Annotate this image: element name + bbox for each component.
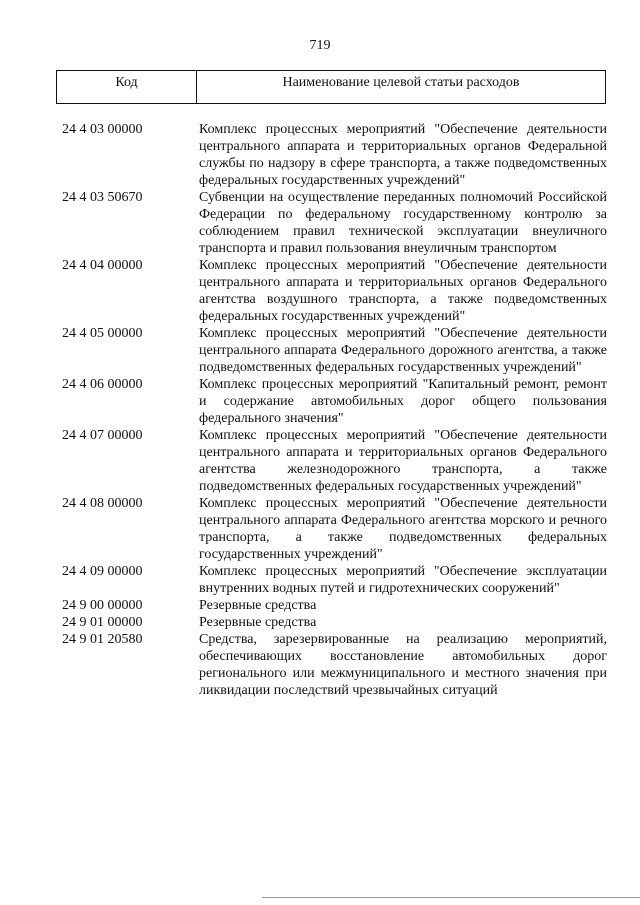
- entry-text: Резервные средства: [199, 615, 317, 630]
- entry-text: Комплекс процессных мероприятий "Обеспечение деятельности центрального аппарата и территориальных органов Федерального агентства воздушного транспорта, а также подведомственных федеральных государственных учреждений": [199, 258, 607, 324]
- list-item: [56, 427, 608, 495]
- entry-text: Субвенции на осуществление переданных полномочий Российской Федерации по федеральному государственному контролю за соблюдением правил технической эксплуатации внеуличного транспорта и правил пользования внеуличным транспортом: [199, 190, 607, 256]
- entry-code: 24 4 03 00000: [62, 122, 143, 137]
- entry-text: Комплекс процессных мероприятий "Обеспечение деятельности центрального аппарата Федерального дорожного агентства, а также подведомственных федеральных государственных учреждений": [199, 326, 607, 375]
- entry-code: 24 9 01 20580: [62, 632, 143, 647]
- bottom-divider: [262, 897, 640, 898]
- list-item: [56, 631, 608, 699]
- entry-text: Резервные средства: [199, 598, 317, 613]
- header-code-column: Код: [57, 71, 197, 103]
- entry-code: 24 9 00 00000: [62, 598, 143, 613]
- entry-code: 24 4 05 00000: [62, 326, 143, 341]
- entry-text: Комплекс процессных мероприятий "Обеспечение эксплуатации внутренних водных путей и гидротехнических сооружений": [199, 564, 607, 596]
- entry-text: Комплекс процессных мероприятий "Обеспечение деятельности центрального аппарата Федерального агентства морского и речного транспорта, а также подведомственных федеральных государственных учреждений": [199, 496, 607, 562]
- list-item: [56, 121, 608, 189]
- entry-code: 24 4 07 00000: [62, 428, 143, 443]
- entry-code: 24 9 01 00000: [62, 615, 143, 630]
- header-name-column: Наименование целевой статьи расходов: [282, 75, 520, 90]
- entry-code: 24 4 08 00000: [62, 496, 143, 511]
- list-item: [56, 376, 608, 427]
- page-number: 719: [309, 38, 331, 53]
- list-item: [56, 495, 608, 563]
- table-header: [56, 70, 606, 104]
- list-item: [56, 614, 608, 631]
- entry-code: 24 4 09 00000: [62, 564, 143, 579]
- entry-text: Комплекс процессных мероприятий "Обеспечение деятельности центрального аппарата и территориальных органов Федеральной службы по надзору в сфере транспорта, а также подведомственных федеральных государственных учреждений": [199, 122, 607, 188]
- list-item: [56, 257, 608, 325]
- entry-code: 24 4 06 00000: [62, 377, 143, 392]
- list-item: [56, 597, 608, 614]
- list-item: [56, 325, 608, 376]
- entry-text: Комплекс процессных мероприятий "Капитальный ремонт, ремонт и содержание автомобильных дорог общего пользования федерального значения": [199, 377, 607, 426]
- entry-text: Средства, зарезервированные на реализацию мероприятий, обеспечивающих восстановление автомобильных дорог регионального или межмуниципального и местного значения при ликвидации последствий чрезвычайных ситуаций: [199, 632, 607, 698]
- list-item: [56, 189, 608, 257]
- entry-text: Комплекс процессных мероприятий "Обеспечение деятельности центрального аппарата и территориальных органов Федерального агентства железнодорожного транспорта, а также подведомственных федеральных государственных учреждений": [199, 428, 607, 494]
- entry-code: 24 4 04 00000: [62, 258, 143, 273]
- list-item: [56, 563, 608, 597]
- entry-code: 24 4 03 50670: [62, 190, 143, 205]
- entries-list: [56, 121, 608, 699]
